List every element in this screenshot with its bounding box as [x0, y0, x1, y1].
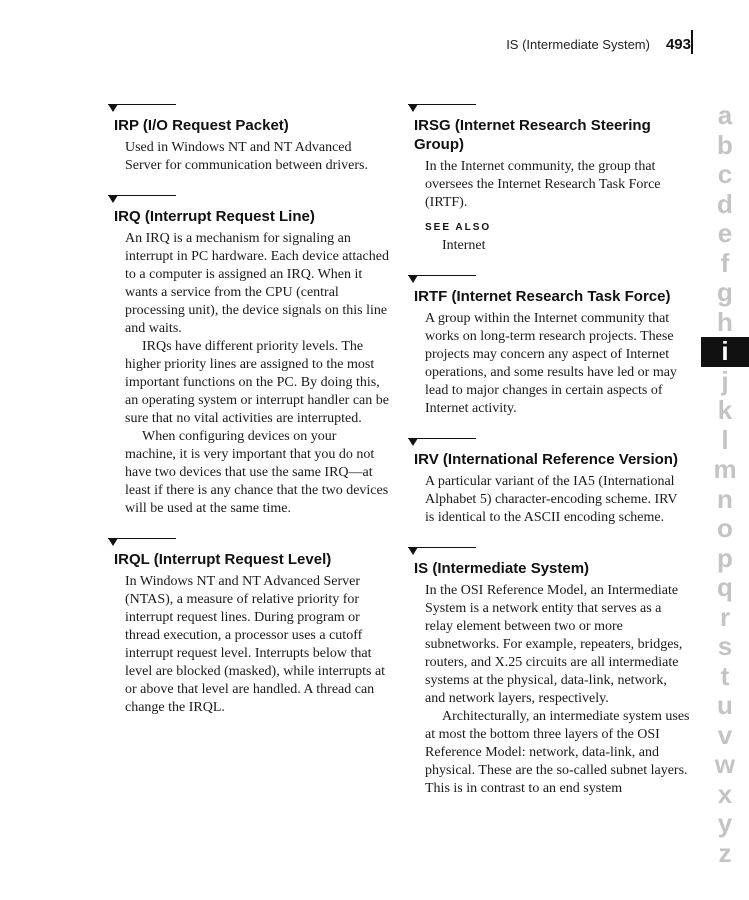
- entry-term: IS (Intermediate System): [414, 560, 590, 577]
- entry-term: IRQL (Interrupt Request Level): [114, 551, 332, 568]
- entry-marker-icon: [108, 195, 390, 205]
- definition-paragraph: Architecturally, an intermediate system uses at most the bottom three layers of the OSI Reference Model: network, data-link, and physical. These are the so-called subnet layers. This is in contrast to an end system: [425, 709, 690, 796]
- page-number: 493: [665, 36, 691, 53]
- entry-term: IRQ (Interrupt Request Line): [114, 208, 315, 225]
- left-column: [108, 98, 390, 717]
- entry-definition: [125, 573, 390, 717]
- index-letter-g: g: [717, 277, 733, 307]
- glossary-entry-is: [408, 541, 690, 798]
- index-letter-t: t: [720, 660, 730, 691]
- index-letter-v: v: [717, 719, 733, 750]
- entry-marker-icon: [108, 538, 390, 548]
- definition-paragraph: A group within the Internet community that works on long-term research projects. These projects may concern any aspect of Internet operations, and some results have led or may lead to major changes in certain aspects of Internet activity.: [425, 311, 677, 416]
- index-letter-a: a: [717, 100, 733, 130]
- definition-paragraph: Used in Windows NT and NT Advanced Server for communication between drivers.: [125, 140, 368, 173]
- index-letter-c: c: [717, 159, 733, 189]
- entry-definition: [125, 230, 390, 518]
- right-column: [408, 98, 690, 798]
- header-rule: [691, 30, 693, 54]
- entry-definition: [125, 139, 390, 175]
- index-letter-p: p: [717, 542, 733, 573]
- index-letter-b: b: [717, 129, 733, 160]
- index-letter-x: x: [717, 778, 733, 809]
- glossary-entry-irp: [108, 98, 390, 175]
- index-letter-j: j: [721, 365, 729, 396]
- index-letter-d: d: [717, 188, 733, 219]
- index-letter-u: u: [717, 690, 733, 720]
- entry-definition: [425, 473, 690, 527]
- index-letter-i: i: [701, 337, 749, 367]
- index-letter-z: z: [718, 837, 732, 868]
- definition-paragraph: In the OSI Reference Model, an Intermediate System is a network entity that serves as a relay element between two or more subnetworks. For example, repeaters, bridges, routers, and X.25 circuits are all intermediate systems at the physical, data-link, network, and network layers, respectively.: [425, 583, 683, 706]
- definition-paragraph: A particular variant of the IA5 (International Alphabet 5) character-encoding scheme. IRV is identical to the ASCII encoding scheme.: [425, 474, 678, 525]
- index-letter-n: n: [717, 483, 733, 514]
- entry-marker-icon: [108, 104, 390, 114]
- entry-marker-icon: [408, 547, 690, 557]
- running-title: IS (Intermediate System): [506, 37, 650, 52]
- definition-paragraph: An IRQ is a mechanism for signaling an interrupt in PC hardware. Each device attached to a computer is assigned an IRQ. When it wants a service from the CPU (central processing unit), the device signals on this line and waits.: [125, 231, 389, 336]
- glossary-entry-irsg: [408, 98, 690, 255]
- definition-paragraph: IRQs have different priority levels. The higher priority lines are assigned to the most important functions on the PC. By doing this, an operating system or interrupt handler can be sure that no vital activities are interrupted.: [125, 339, 389, 426]
- index-letter-f: f: [720, 247, 730, 278]
- alphabet-thumb-index: [701, 101, 749, 868]
- index-letter-h: h: [717, 306, 733, 337]
- entry-definition: [425, 158, 690, 212]
- index-letter-e: e: [717, 218, 733, 248]
- glossary-entry-irql: [108, 532, 390, 717]
- entry-term: IRSG (Internet Research Steering Group): [414, 117, 651, 153]
- index-letter-w: w: [714, 749, 736, 779]
- index-letter-k: k: [717, 395, 733, 425]
- definition-paragraph: When configuring devices on your machine, it is very important that you do not have two devices that use the same IRQ—at least if there is any chance that the two devices will be used at the same time.: [125, 429, 389, 516]
- entry-term: IRV (International Reference Version): [414, 451, 678, 468]
- entry-definition: [425, 310, 690, 418]
- entry-marker-icon: [408, 275, 690, 285]
- index-letter-q: q: [717, 572, 733, 602]
- glossary-entry-irq: [108, 189, 390, 518]
- entry-term: IRP (I/O Request Packet): [114, 117, 289, 134]
- glossary-entry-irv: [408, 432, 690, 527]
- entry-definition: [425, 582, 690, 798]
- index-letter-s: s: [717, 631, 733, 661]
- index-letter-l: l: [721, 424, 729, 455]
- index-letter-o: o: [717, 513, 733, 543]
- definition-paragraph: In Windows NT and NT Advanced Server (NTAS), a measure of relative priority for interrupt request lines. During program or thread execution, a processor uses a cutoff interrupt request level. Interrupts below that level are blocked (masked), while interrupts at or above that level are handled. A thread can change the IRQL.: [125, 574, 386, 715]
- entry-marker-icon: [408, 438, 690, 448]
- entry-term: IRTF (Internet Research Task Force): [414, 288, 671, 305]
- index-letter-m: m: [713, 454, 737, 484]
- see-also-label: SEE ALSO: [425, 222, 492, 233]
- glossary-entry-irtf: [408, 269, 690, 418]
- see-also-item: Internet: [442, 238, 486, 253]
- running-head: [506, 36, 691, 53]
- definition-paragraph: In the Internet community, the group that oversees the Internet Research Task Force (IRTF).: [425, 159, 661, 210]
- entry-marker-icon: [408, 104, 690, 114]
- index-letter-r: r: [719, 601, 731, 632]
- index-letter-y: y: [717, 808, 733, 838]
